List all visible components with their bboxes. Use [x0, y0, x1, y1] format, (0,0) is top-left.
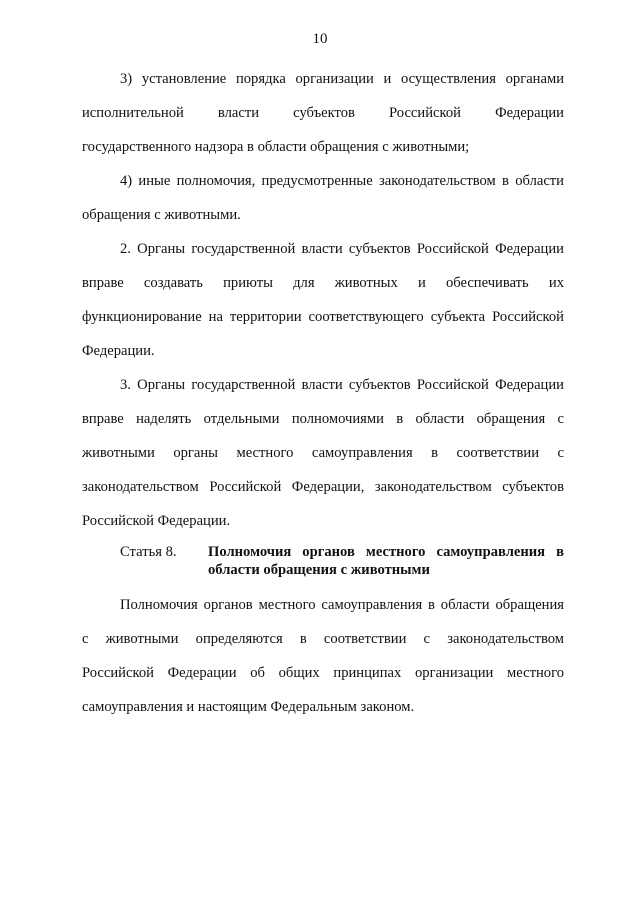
paragraph-line: законодательством Российской Федерации, законодательством субъектов	[82, 479, 564, 495]
paragraph-article-8-body	[82, 588, 564, 724]
paragraph-line: функционирование на территории соответствующего субъекта Российской	[82, 309, 564, 325]
paragraph-line: самоуправления и настоящим Федеральным законом.	[82, 699, 415, 715]
article-label: Статья 8.	[120, 544, 177, 560]
paragraph-line: 4) иные полномочия, предусмотренные законодательством в области	[120, 173, 564, 189]
paragraph-line: исполнительной власти субъектов Российской Федерации	[82, 105, 564, 121]
paragraph-clause-2	[82, 232, 564, 368]
paragraph-line: 2. Органы государственной власти субъектов Российской Федерации	[120, 241, 564, 257]
paragraph-line: с животными определяются в соответствии с законодательством	[82, 631, 564, 647]
paragraph-line: 3. Органы государственной власти субъектов Российской Федерации	[120, 377, 564, 393]
paragraph-line: Полномочия органов местного самоуправления в области обращения	[120, 597, 564, 613]
article-title-line: Полномочия органов местного самоуправления в	[208, 544, 564, 560]
paragraph-line: Российской Федерации об общих принципах организации местного	[82, 665, 564, 681]
paragraph-line: 3) установление порядка организации и осуществления органами	[120, 71, 564, 87]
paragraph-item-3	[82, 62, 564, 164]
article-title-line: области обращения с животными	[208, 562, 430, 578]
paragraph-line: вправе создавать приюты для животных и обеспечивать их	[82, 275, 564, 291]
paragraph-line: обращения с животными.	[82, 207, 241, 223]
paragraph-line: государственного надзора в области обращения с животными;	[82, 139, 470, 155]
article-title	[208, 543, 564, 579]
paragraph-line: Российской Федерации.	[82, 513, 231, 529]
paragraph-line: вправе наделять отдельными полномочиями в области обращения с	[82, 411, 564, 427]
page-number: 10	[312, 31, 328, 47]
paragraph-clause-3	[82, 368, 564, 538]
paragraph-item-4	[82, 164, 564, 232]
paragraph-line: Федерации.	[82, 343, 155, 359]
paragraph-line: животными органы местного самоуправления в соответствии с	[82, 445, 564, 461]
